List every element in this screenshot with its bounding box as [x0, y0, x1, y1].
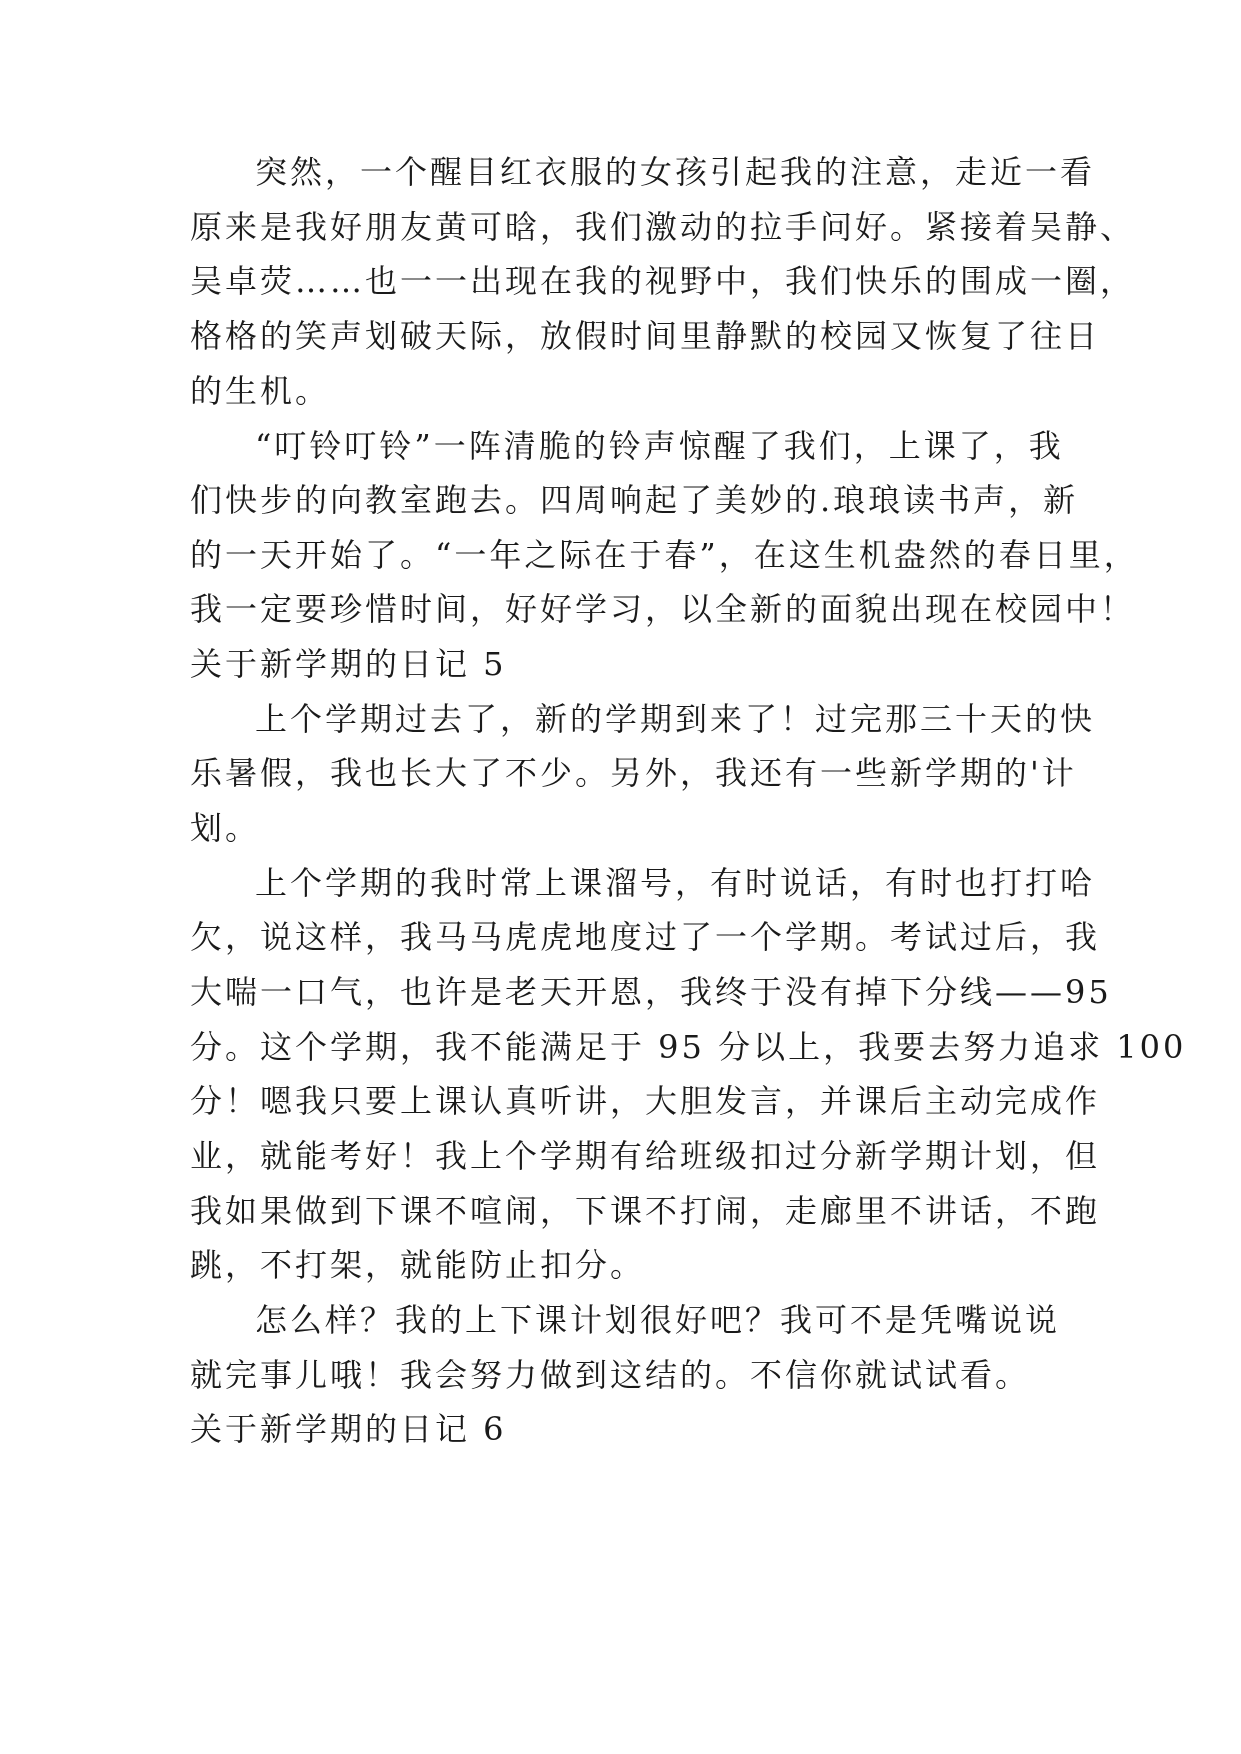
paragraph-line: 上个学期的我时常上课溜号，有时说话，有时也打打哈 — [255, 864, 1096, 902]
paragraph-line: 格格的笑声划破天际，放假时间里静默的校园又恢复了往日 — [190, 317, 1101, 355]
paragraph-line: 乐暑假，我也长大了不少。另外，我还有一些新学期的'计 — [190, 754, 1077, 792]
paragraph-line: 就完事儿哦！我会努力做到这结的。不信你就试试看。 — [190, 1356, 1031, 1394]
section-heading: 关于新学期的日记 5 — [190, 645, 507, 683]
paragraph-line: 分！嗯我只要上课认真听讲，大胆发言，并课后主动完成作 — [190, 1082, 1101, 1120]
paragraph-line: 我一定要珍惜时间，好好学习，以全新的面貌出现在校园中！ — [190, 590, 1136, 628]
paragraph-line: 分。这个学期，我不能满足于 95 分以上，我要去努力追求 100 — [190, 1028, 1187, 1066]
paragraph-line: 吴卓荧……也一一出现在我的视野中，我们快乐的围成一圈， — [190, 262, 1136, 300]
paragraph-line: 业，就能考好！我上个学期有给班级扣过分新学期计划，但 — [190, 1137, 1101, 1175]
paragraph-line: 怎么样？我的上下课计划很好吧？我可不是凭嘴说说 — [255, 1301, 1061, 1339]
paragraph-line: 大喘一口气，也许是老天开恩，我终于没有掉下分线——95 — [190, 973, 1112, 1011]
paragraph-line: 欠，说这样，我马马虎虎地度过了一个学期。考试过后，我 — [190, 918, 1101, 956]
paragraph-line: “叮铃叮铃”一阵清脆的铃声惊醒了我们，上课了，我 — [255, 427, 1064, 465]
paragraph-line: 突然，一个醒目红衣服的女孩引起我的注意，走近一看 — [255, 153, 1096, 191]
paragraph-line: 的生机。 — [190, 372, 331, 410]
paragraph-line: 原来是我好朋友黄可晗，我们激动的拉手问好。紧接着吴静、 — [190, 208, 1136, 246]
paragraph-line: 的一天开始了。“一年之际在于春”，在这生机盎然的春日里， — [190, 536, 1139, 574]
paragraph-line: 划。 — [190, 809, 261, 847]
paragraph-line: 我如果做到下课不喧闹，下课不打闹，走廊里不讲话，不跑 — [190, 1192, 1101, 1230]
section-heading: 关于新学期的日记 6 — [190, 1410, 507, 1448]
paragraph-line: 们快步的向教室跑去。四周响起了美妙的.琅琅读书声，新 — [190, 481, 1079, 519]
paragraph-line: 上个学期过去了，新的学期到来了！过完那三十天的快 — [255, 700, 1096, 738]
paragraph-line: 跳，不打架，就能防止扣分。 — [190, 1246, 646, 1284]
